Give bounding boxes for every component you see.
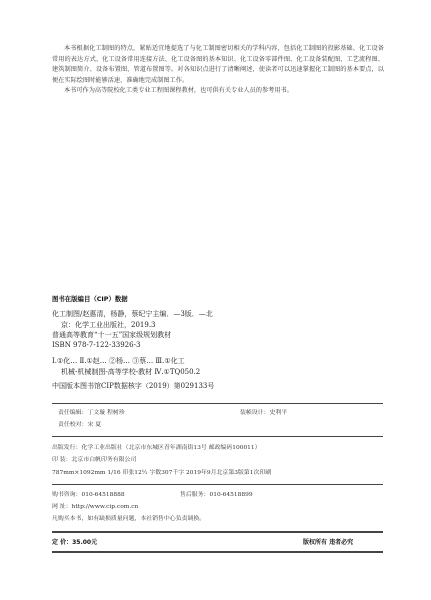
cip-line-2: 京：化学工业出版社，2019.3: [61, 321, 156, 329]
cip-title: 图书在版编目（CIP）数据: [52, 295, 128, 303]
description-paragraph-1: 本书根据化工制图的特点，紧贴适宜地提选了与化工制图密切相关的学科内容，包括化工制图的投影基础、化工设备常用的表达方式、化工设备常用连接方法、化工设备图的基本知识、化工设备零部件图、化工设备装配图、工艺流程图、建筑制图简介、设备布置图、管道布置图等。对各知识点进行了清晰阐述，使读者可以迅速掌握化工制图的基本要点，以便在实际绘图时能够活速、准确地完成制图工作。: [52, 45, 384, 84]
divider-editors: [52, 436, 383, 437]
price: 定 价：35.00元: [52, 539, 98, 546]
proofreader: 责任校对：宋 夏: [58, 422, 102, 428]
printer-info: 印 装：北京市白帆印务有限公司: [52, 457, 137, 463]
book-description: [52, 44, 384, 97]
responsible-editor: 责任编辑：丁文璇 程树珍: [58, 410, 125, 416]
cip-classification-2: 机械-机械制图-高等学校-教材 Ⅳ.①TQ050.2: [61, 368, 201, 376]
cip-record-number: 中国版本图书馆CIP数据核字（2019）第029133号: [52, 382, 215, 390]
cover-design: 装帧设计：史利平: [240, 410, 288, 416]
website: 网 址：http://www.cip.com.cn: [52, 504, 139, 510]
publisher-info: 出版发行：化学工业出版社（北京市东城区青年湖南街13号 邮政编码100011）: [52, 445, 261, 451]
print-specs: 787mm×1092mm 1/16 印张12½ 字数307千字 2019年9月北京第3版第1次印刷: [52, 470, 272, 476]
service-phone: 售后服务：010-64518899: [180, 492, 253, 498]
cip-classification-1: Ⅰ.①化… Ⅱ.①赵… ②杨… ③蔡… Ⅲ.①化工: [52, 357, 185, 365]
divider-contact: [52, 531, 383, 533]
cip-series: 普通高等教育“十一五”国家级规划教材: [52, 331, 172, 339]
divider-bottom: [52, 551, 383, 553]
cip-isbn: ISBN 978-7-122-33926-3: [52, 341, 141, 349]
cip-line-1: 化工制图/赵惠清，杨静，蔡纪宁主编．—3版．—北: [52, 310, 213, 318]
divider-top: [52, 403, 383, 404]
purchase-phone: 购书咨询：010-64518888: [52, 492, 125, 498]
divider-publisher: [52, 484, 383, 485]
copyright-notice: 版权所有 违者必究: [303, 539, 354, 546]
return-notice: 凡购买本书，如有缺损质量问题，本社销售中心负责调换。: [52, 516, 206, 522]
description-paragraph-2: 本书可作为高等院校化工类专业工程图课程教材，也可供有关专业人员的参考用书。: [64, 87, 293, 95]
